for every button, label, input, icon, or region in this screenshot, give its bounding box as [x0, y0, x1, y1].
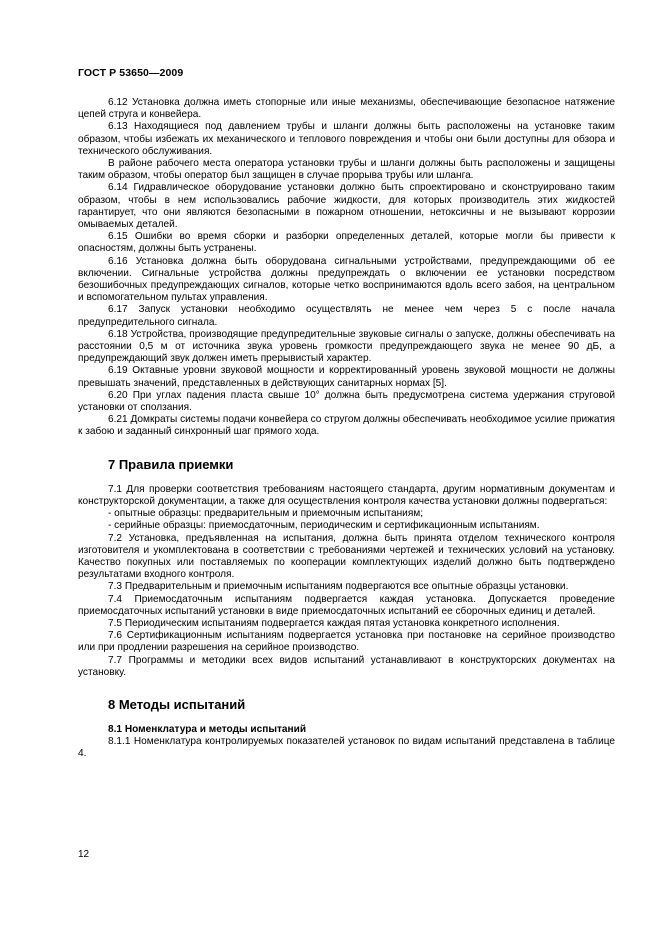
- document-body: [78, 97, 615, 761]
- paragraph-6-13: 6.13 Находящиеся под давлением трубы и шланги должны быть расположены на установке таким образом, чтобы избежать их механического и теплового повреждения и чтобы они были доступны для обзора и технического обслуживания.: [78, 121, 615, 157]
- list-item: - опытные образцы: предварительным и приемочным испытаниям;: [108, 508, 424, 520]
- list-item: - серийные образцы: приемосдаточным, периодическим и сертификационным испытаниям.: [108, 520, 540, 532]
- paragraph-7-7: 7.7 Программы и методики всех видов испытаний устанавливают в конструкторских документах на установку.: [78, 654, 615, 678]
- paragraph-6-12: 6.12 Установка должна иметь стопорные или иные механизмы, обеспечивающие безопасное натяжение цепей струга и конвейера.: [78, 97, 615, 121]
- paragraph-6-15: 6.15 Ошибки во время сборки и разборки определенных деталей, которые могли бы привести к опасностям, должны быть устранены.: [78, 231, 615, 255]
- paragraph-6-17: 6.17 Запуск установки необходимо осуществлять не менее чем через 5 с после начала предупредительного сигнала.: [78, 304, 615, 328]
- paragraph-8-1-1: 8.1.1 Номенклатура контролируемых показателей установок по видам испытаний представлена в таблице 4.: [78, 736, 615, 760]
- paragraph-7-4: 7.4 Приемосдаточным испытаниям подвергается каждая установка. Допускается проведение приемосдаточных испытаний установки в виде приемосдаточных испытаний ее сборочных единиц и деталей.: [78, 593, 615, 617]
- paragraph-6-14: 6.14 Гидравлическое оборудование установки должно быть спроектировано и сконструировано таким образом, чтобы в нем использовались рабочие жидкости, для которых производитель этих жидкостей гарантирует, что они являются безопасными в пожарном отношении, нетоксичны и не вызывают коррозии омываемых деталей.: [78, 182, 615, 231]
- paragraph-7-1: 7.1 Для проверки соответствия требованиям настоящего стандарта, другим нормативным документам и конструкторской документации, а также для осуществления контроля качества установки должны подвергаться:: [78, 483, 615, 507]
- paragraph-6-21: 6.21 Домкраты системы подачи конвейера со стругом должны обеспечивать необходимое усилие прижатия к забою и заданный синхронный шаг прямого хода.: [78, 414, 615, 438]
- paragraph-7-3: 7.3 Предварительным и приемочным испытаниям подвергаются все опытные образцы установки.: [108, 581, 569, 593]
- paragraph-7-6: 7.6 Сертификационным испытаниям подвергается установка при постановке на серийное производство или при продлении разрешения на серийное производство.: [78, 630, 615, 654]
- paragraph-6-16: 6.16 Установка должна быть оборудована сигнальными устройствами, предупреждающими об ее включении. Сигнальные устройства должны предупреждать о включении ее установки посредством безошибочных предупреждающих сигналов, которые четко воспринимаются вдоль всего забоя, на центральном и вспомогательном пультах управления.: [78, 255, 615, 304]
- paragraph-6-18: 6.18 Устройства, производящие предупредительные звуковые сигналы о запуске, должны обеспечивать на расстоянии 0,5 м от источника звука уровень громкости предупреждающего звука не менее 90 дБ, а предупреждающий звук должен иметь прерывистый характер.: [78, 328, 615, 365]
- document-header: ГОСТ Р 53650—2009: [78, 67, 184, 79]
- section-7-heading: 7 Правила приемки: [108, 456, 234, 472]
- paragraph-6-19: 6.19 Октавные уровни звуковой мощности и корректированный уровень звуковой мощности не должны превышать значений, представленных в действующих санитарных нормах [5].: [78, 365, 615, 389]
- paragraph-6-13-b: В районе рабочего места оператора установки трубы и шланги должны быть расположены и защищены таким образом, чтобы оператор был защищен в случае прорыва трубы или шланга.: [78, 158, 615, 182]
- section-8-heading: 8 Методы испытаний: [108, 696, 246, 712]
- paragraph-6-20: 6.20 При углах падения пласта свыше 10° должна быть предусмотрена система удержания струговой установки от сползания.: [78, 389, 615, 414]
- paragraph-7-5: 7.5 Периодическим испытаниям подвергается каждая пятая установка конкретного исполнения.: [108, 617, 560, 629]
- paragraph-7-2: 7.2 Установка, предъявленная на испытания, должна быть принята отделом технического контроля изготовителя и укомплектована в соответствии с требованиями чертежей и технических условий на установку. Качество покупных или поставляемых по кооперации комплектующих изделий должно быть подтверждено результатами входного контроля.: [78, 532, 615, 581]
- page-number: 12: [78, 849, 90, 860]
- subsection-8-1-heading: 8.1 Номенклатура и методы испытаний: [108, 723, 307, 735]
